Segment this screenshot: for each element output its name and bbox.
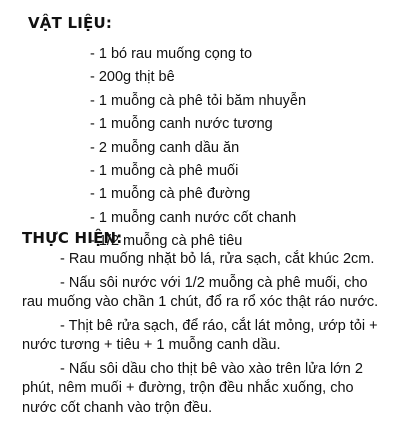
- ingredient-item: - 1 muỗng canh nước cốt chanh: [90, 209, 297, 226]
- steps-heading: THỰC HIỆN:: [22, 229, 123, 247]
- ingredient-item: - 1 muỗng cà phê tỏi băm nhuyễn: [90, 92, 307, 109]
- ingredient-item: - 1 muỗng cà phê muối: [90, 162, 239, 179]
- step-paragraph: - Nấu sôi dầu cho thịt bê vào xào trên lửa lớn 2 phút, nêm muối + đường, trộn đều nhắc xuống, cho nước cốt chanh vào trộn đều.: [22, 360, 363, 416]
- instruction-steps: [22, 250, 382, 422]
- ingredient-item: - 1/2 muỗng cà phê tiêu: [90, 233, 243, 250]
- ingredient-item: - 200g thịt bê: [90, 69, 175, 86]
- ingredient-item: - 2 muỗng canh dầu ăn: [90, 139, 240, 156]
- step-paragraph: - Nấu sôi nước với 1/2 muỗng cà phê muối, cho rau muống vào chần 1 chút, đổ ra rổ xóc thật ráo nước.: [22, 274, 379, 310]
- materials-heading: VẬT LIỆU:: [28, 14, 113, 32]
- step-paragraph: - Rau muống nhặt bỏ lá, rửa sạch, cắt khúc 2cm.: [60, 251, 375, 267]
- ingredient-list: [90, 43, 395, 254]
- ingredient-item: - 1 muỗng cà phê đường: [90, 186, 251, 203]
- step-paragraph: - Thịt bê rửa sạch, để ráo, cắt lát mỏng, ướp tỏi + nước tương + tiêu + 1 muỗng canh dầu.: [22, 317, 378, 353]
- ingredient-item: - 1 muỗng canh nước tương: [90, 116, 273, 133]
- ingredient-item: - 1 bó rau muống cọng to: [90, 46, 253, 62]
